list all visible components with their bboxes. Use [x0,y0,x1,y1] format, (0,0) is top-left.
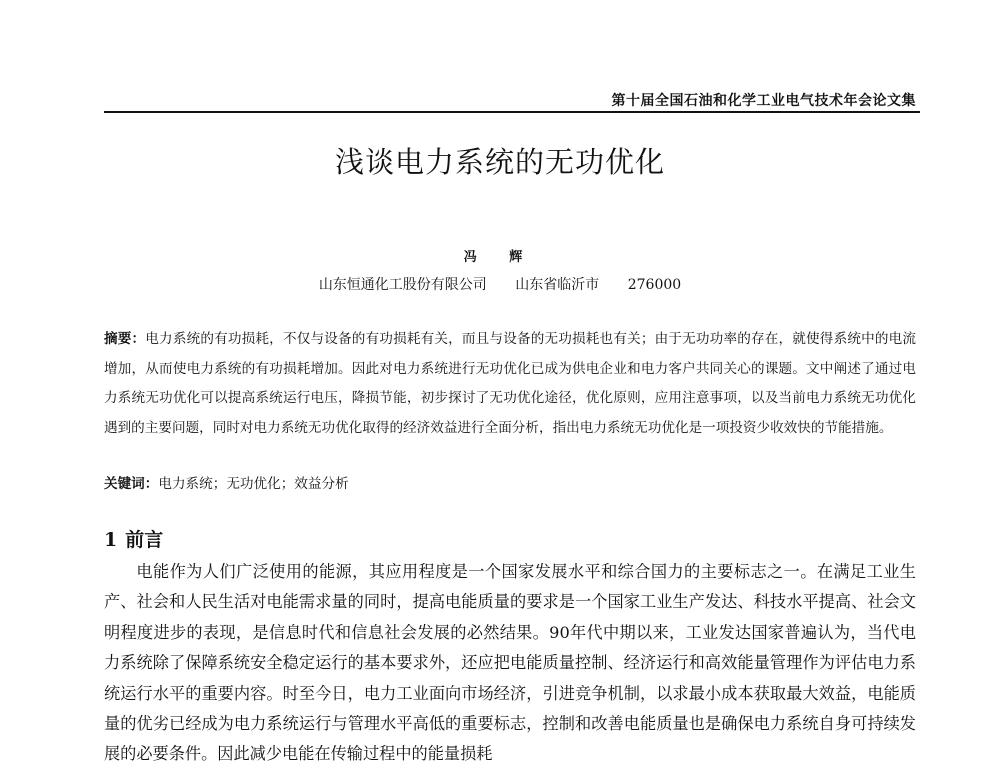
abstract-label: 摘要： [104,331,146,347]
affiliation-company: 山东恒通化工股份有限公司 [318,277,487,293]
keywords-label: 关键词： [104,476,159,492]
section-number: 1 [104,529,118,551]
author-name: 冯 辉 [463,250,537,265]
header-rule [104,111,920,113]
section-heading [104,525,163,552]
affiliation-postcode: 276000 [627,277,682,293]
paper-title: 浅谈电力系统的无功优化 [334,145,665,179]
section-title: 前言 [125,529,164,551]
keywords-text: 电力系统；无功优化；效益分析 [158,476,349,492]
affiliation [0,274,1000,294]
abstract-text: 电力系统的有功损耗，不仅与设备的有功损耗有关，而且与设备的无功损耗也有关；由于无功功率的存在，就使得系统中的电流增加，从而使电力系统的有功损耗增加。因此对电力系统进行无功优化已成为供电企业和电力客户共同关心的课题。文中阐述了通过电力系统无功优化可以提高系统运行电压，降损节能，初步探讨了无功优化途径，优化原则，应用注意事项，以及当前电力系统无功优化遇到的主要问题，同时对电力系统无功优化取得的经济效益进行全面分析，指出电力系统无功优化是一项投资少收效快的节能措施。 [104,331,916,436]
body-paragraph: 电能作为人们广泛使用的能源，其应用程度是一个国家发展水平和综合国力的主要标志之一。在满足工业生产、社会和人民生活对电能需求量的同时，提高电能质量的要求是一个国家工业生产发达、科技水平提高、社会文明程度进步的表现，是信息时代和信息社会发展的必然结果。90年代中期以来，工业发达国家普遍认为，当代电力系统除了保障系统安全稳定运行的基本要求外，还应把电能质量控制、经济运行和高效能量管理作为评估电力系统运行水平的重要内容。时至今日，电力工业面向市场经济，引进竞争机制，以求最小成本获取最大效益，电能质量的优劣已经成为电力系统运行与管理水平高低的重要标志，控制和改善电能质量也是确保电力系统自身可持续发展的必要条件。因此减少电能在传输过程中的能量损耗 [104,562,916,764]
abstract [104,325,916,443]
keywords [104,473,916,495]
running-header: 第十届全国石油和化学工业电气技术年会论文集 [611,93,916,109]
affiliation-location: 山东省临沂市 [515,277,600,293]
